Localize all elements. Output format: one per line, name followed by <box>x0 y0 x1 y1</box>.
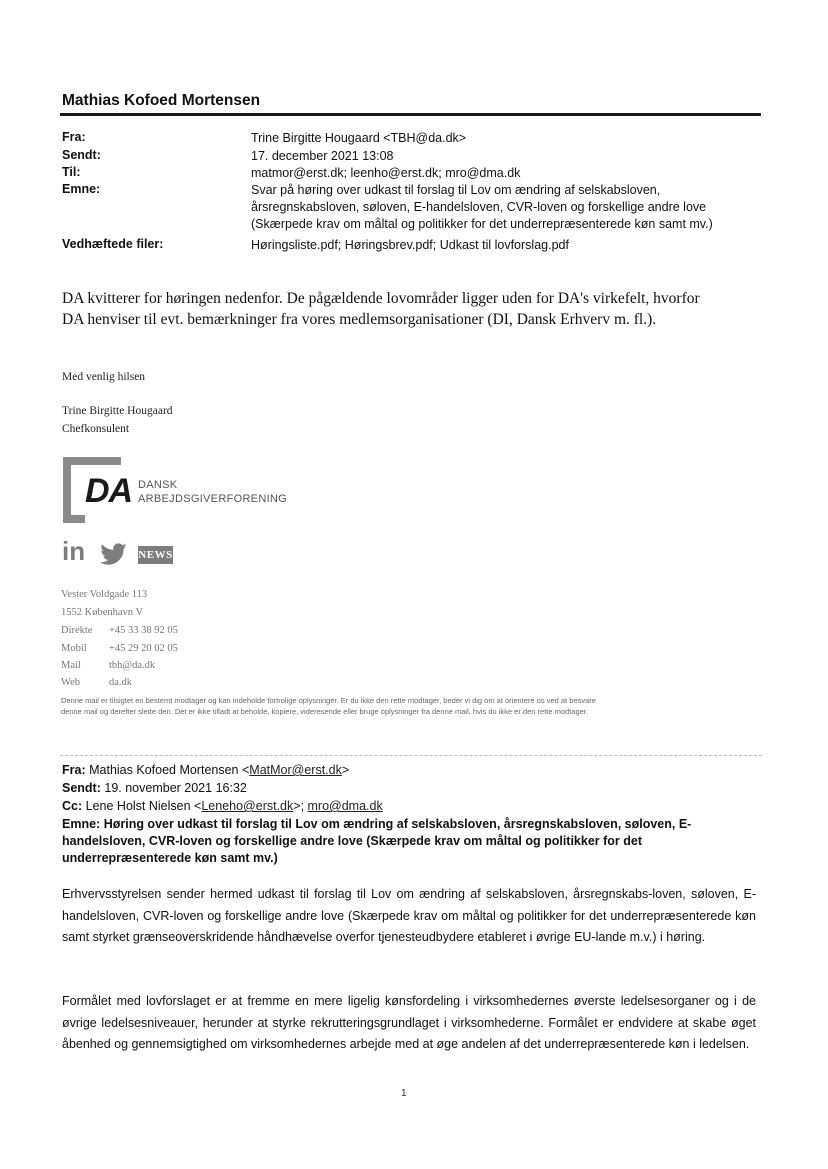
forward-from-close: > <box>341 763 350 777</box>
contact-label: Mail <box>61 660 81 671</box>
sender-name: Mathias Kofoed Mortensen <box>62 92 261 109</box>
logo-line: DANSK <box>138 479 178 491</box>
forward-sent-value: 19. november 2021 16:32 <box>104 781 247 795</box>
contact-value[interactable]: da.dk <box>109 677 133 688</box>
attachments-value[interactable]: Høringsliste.pdf; Høringsbrev.pdf; Udkast til lovforslag.pdf <box>251 238 569 252</box>
greeting: Med venlig hilsen <box>62 371 146 383</box>
forward-subject-text: handelsloven, CVR-loven og forskellige andre love (Skærpede krav om måltal og politikker for det <box>62 834 643 848</box>
forward-subject-line <box>62 850 762 867</box>
contact-mobile <box>61 643 178 654</box>
subject-line: Svar på høring over udkast til forslag til Lov om ændring af selskabsloven, <box>251 183 661 197</box>
signature-title: Chefkonsulent <box>62 423 130 435</box>
to-label: Til: <box>62 165 81 179</box>
subject-label: Emne: <box>62 182 101 196</box>
forward-subject-text: Høring over udkast til forslag til Lov om ændring af selskabsloven, årsregnskabsloven, søloven, E- <box>103 817 692 831</box>
page-number: 1 <box>401 1088 407 1099</box>
twitter-icon[interactable] <box>100 543 128 567</box>
attachments-label: Vedhæftede filer: <box>62 237 164 251</box>
forward-subject-line <box>62 833 762 850</box>
reply-line: DA kvitterer for høringen nedenfor. De pågældende lovområder ligger uden for DA's virkefelt, hvorfor <box>62 290 700 307</box>
contact-value: +45 33 38 92 05 <box>109 625 178 636</box>
contact-label: Direkte <box>61 625 93 636</box>
forward-subject-label: Emne: <box>62 817 101 831</box>
address-line-1: Vester Voldgade 113 <box>61 589 148 600</box>
disclaimer <box>61 696 761 717</box>
forward-cc-email[interactable]: mro@dma.dk <box>307 799 383 813</box>
contact-label: Mobil <box>61 643 87 654</box>
forward-from-email[interactable]: MatMor@erst.dk <box>249 763 342 777</box>
forward-cc-name: Lene Holst Nielsen < <box>85 799 202 813</box>
logo-line: ARBEJDSGIVERFORENING <box>138 493 288 505</box>
contact-label: Web <box>61 677 80 688</box>
forward-from <box>62 762 762 779</box>
from-value: Trine Birgitte Hougaard <TBH@da.dk> <box>251 131 467 145</box>
forward-sent <box>62 780 762 797</box>
to-value: matmor@erst.dk; leenho@erst.dk; mro@dma.dk <box>251 166 521 180</box>
news-icon[interactable]: NEWS <box>138 546 173 564</box>
forward-sent-label: Sendt: <box>62 781 101 795</box>
signature-name: Trine Birgitte Hougaard <box>62 405 173 417</box>
forward-subject-line <box>62 816 762 833</box>
disclaimer-line: denne mail og derefter slette den. Det er ikke tilladt at beholde, kopiere, videresende eller bruge oplysninger fra denne mail, hvis du ikke er den rette modtager. <box>61 706 588 716</box>
forward-from-name: Mathias Kofoed Mortensen < <box>89 763 250 777</box>
top-divider <box>60 113 761 116</box>
from-label: Fra: <box>62 130 86 144</box>
subject-value <box>251 182 713 233</box>
address-line-2: 1552 København V <box>61 607 144 618</box>
forward-cc-label: Cc: <box>62 799 83 813</box>
sent-label: Sendt: <box>62 148 101 162</box>
forward-cc-sep: >; <box>293 799 308 813</box>
forward-cc <box>62 798 762 815</box>
forward-from-label: Fra: <box>62 763 86 777</box>
linkedin-icon[interactable]: in <box>62 536 86 566</box>
contact-web <box>61 677 132 688</box>
subject-line: årsregnskabsloven, søloven, E-handelsloven, CVR-loven og forskellige andre love <box>251 200 707 214</box>
reply-line: DA henviser til evt. bemærkninger fra vores medlemsorganisationer (DI, Dansk Erhverv m. fl.). <box>62 311 657 328</box>
disclaimer-line: Denne mail er tilsigtet en bestemt modtager og kan indeholde fortrolige oplysninger. Er du ikke den rette modtager, beder vi dig om at orientere os ved at besvare <box>61 696 596 705</box>
body-paragraph: Erhvervsstyrelsen sender hermed udkast til forslag til Lov om ændring af selskabsloven, årsregnskabs-loven, søloven, E-handelsloven, CVR-loven og forskellige andre love (Skærpede krav om måltal og politikker for det underrepræsenterede køn samt styrket grænseoverskridende håndhævelse overfor tjenesteudbydere etableret i øvrige EU-lande m.v.) i høring. <box>62 887 756 944</box>
da-logo-mark: DA <box>85 472 133 510</box>
forward-cc-email[interactable]: Leneho@erst.dk <box>201 799 294 813</box>
subject-line: (Skærpede krav om måltal og politikker for det underrepræsenterede køn samt mv.) <box>251 217 713 231</box>
body-paragraph: Formålet med lovforslaget er at fremme en mere ligelig kønsfordeling i virksomhedernes øverste ledelsesorganer og i de øvrige ledelsesniveauer, herunder at styrke rekrutteringsgrundlaget i virksomhederne. Formålet er endvidere at skabe øget åbenhed og gennemsigtighed om virksomhedernes arbejde med at øge andelen af det underrepræsenterede køn i ledelsen. <box>62 994 756 1051</box>
contact-direct <box>61 625 178 636</box>
sent-value: 17. december 2021 13:08 <box>251 149 394 163</box>
contact-value[interactable]: tbh@da.dk <box>109 660 156 671</box>
da-logo-text <box>138 478 287 506</box>
forward-subject-text: underrepræsenterede køn samt mv.) <box>62 851 278 865</box>
forward-divider <box>60 755 762 756</box>
forward-subject <box>62 816 762 867</box>
contact-mail <box>61 660 155 671</box>
reply-note <box>62 288 762 330</box>
contact-value: +45 29 20 02 05 <box>109 643 178 654</box>
